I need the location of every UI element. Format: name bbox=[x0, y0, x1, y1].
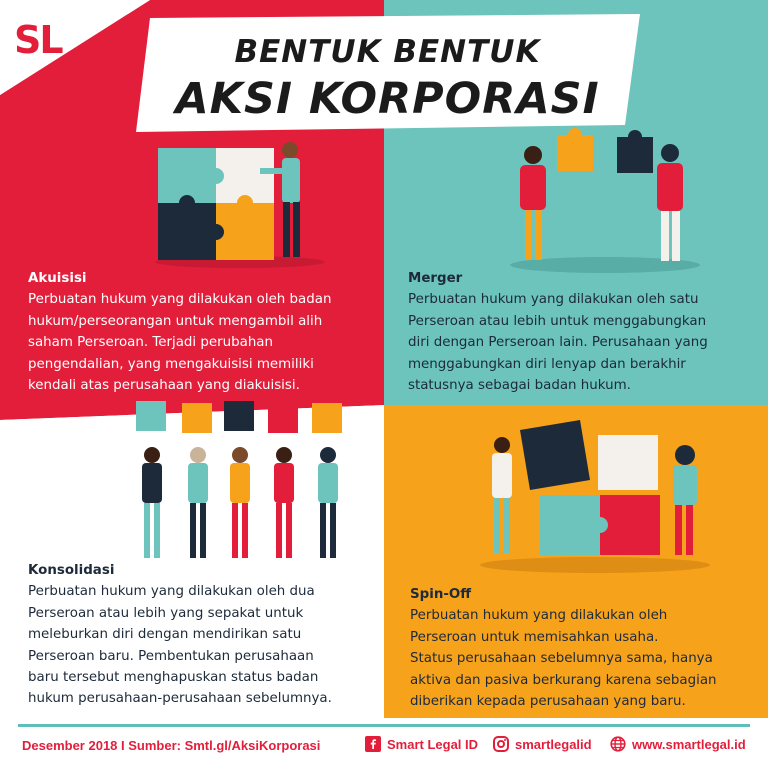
person-head bbox=[282, 142, 298, 158]
akuisisi-line: kendali atas perusahaan yang diakuisisi. bbox=[28, 378, 300, 394]
merger-line: diri dengan Perseroan lain. Perusahaan yang bbox=[408, 335, 708, 351]
konsolidasi-heading: Konsolidasi bbox=[28, 563, 115, 578]
footer-instagram[interactable] bbox=[493, 736, 592, 752]
akuisisi-line: Perbuatan hukum yang dilakukan oleh badan bbox=[28, 292, 332, 308]
footer-divider bbox=[18, 724, 750, 727]
konsolidasi-line: Perbuatan hukum yang dilakukan oleh dua bbox=[28, 584, 315, 600]
instagram-icon bbox=[493, 736, 509, 752]
title-line-2: AKSI KORPORASI bbox=[175, 74, 600, 124]
puzzle-piece-red bbox=[600, 495, 660, 555]
title-box bbox=[150, 18, 625, 122]
title-line-1: BENTUK BENTUK bbox=[234, 34, 541, 70]
spinoff-line: Status perusahaan sebelumnya sama, hanya bbox=[410, 651, 713, 667]
merger-line: statusnya sebagai badan hukum. bbox=[408, 378, 631, 394]
merger-line: Perseroan atau lebih untuk menggabungkan bbox=[408, 313, 707, 329]
spinoff-line: Perbuatan hukum yang dilakukan oleh bbox=[410, 608, 668, 624]
merger-section bbox=[408, 268, 753, 396]
puzzle-piece-white bbox=[598, 435, 658, 490]
facebook-label: Smart Legal ID bbox=[387, 736, 479, 752]
spinoff-illustration bbox=[470, 415, 720, 575]
footer-facebook[interactable] bbox=[365, 736, 478, 752]
instagram-label: smartlegalid bbox=[515, 736, 592, 752]
akuisisi-heading: Akuisisi bbox=[28, 271, 87, 286]
akuisisi-illustration bbox=[150, 140, 330, 270]
akuisisi-line: pengendalian, yang mengakuisisi memiliki bbox=[28, 356, 314, 372]
konsolidasi-line: Perseroan baru. Pembentukan perusahaan bbox=[28, 648, 314, 664]
footer-website[interactable] bbox=[610, 736, 746, 752]
puzzle-piece-orange bbox=[216, 203, 274, 260]
facebook-icon bbox=[365, 736, 381, 752]
spinoff-line: Perseroan untuk memisahkan usaha. bbox=[410, 629, 659, 645]
akuisisi-line: saham Perseroan. Terjadi perubahan bbox=[28, 335, 274, 351]
puzzle-piece-navy bbox=[520, 420, 590, 490]
merger-line: Perbuatan hukum yang dilakukan oleh satu bbox=[408, 292, 699, 308]
footer-source: Desember 2018 I Sumber: Smtl.gl/AksiKorporasi bbox=[22, 738, 321, 753]
puzzle-piece-white bbox=[216, 148, 274, 203]
spinoff-heading: Spin-Off bbox=[410, 587, 472, 602]
spinoff-section bbox=[410, 584, 755, 712]
konsolidasi-line: hukum perusahaan-perusahaan sebelumnya. bbox=[28, 691, 332, 707]
konsolidasi-illustration bbox=[130, 395, 360, 565]
spinoff-line: diberikan kepada perusahaan yang baru. bbox=[410, 694, 686, 710]
konsolidasi-line: baru tersebut menghapuskan status badan bbox=[28, 670, 319, 686]
puzzle-piece-navy bbox=[158, 203, 216, 260]
brand-logo: SL bbox=[14, 18, 62, 62]
akuisisi-section bbox=[28, 268, 368, 396]
spinoff-line: aktiva dan pasiva berkurang karena sebagian bbox=[410, 672, 717, 688]
konsolidasi-line: Perseroan atau lebih yang sepakat untuk bbox=[28, 605, 304, 621]
akuisisi-line: hukum/perseorangan untuk mengambil alih bbox=[28, 313, 323, 329]
merger-line: menggabungkan diri lenyap dan berakhir bbox=[408, 356, 686, 372]
puzzle-piece-teal bbox=[540, 495, 600, 555]
globe-icon bbox=[610, 736, 626, 752]
puzzle-piece-teal bbox=[158, 148, 216, 203]
merger-illustration bbox=[505, 125, 705, 275]
konsolidasi-section bbox=[28, 560, 373, 710]
merger-heading: Merger bbox=[408, 271, 463, 286]
konsolidasi-line: meleburkan diri dengan mendirikan satu bbox=[28, 627, 302, 643]
website-label: www.smartlegal.id bbox=[632, 736, 746, 752]
